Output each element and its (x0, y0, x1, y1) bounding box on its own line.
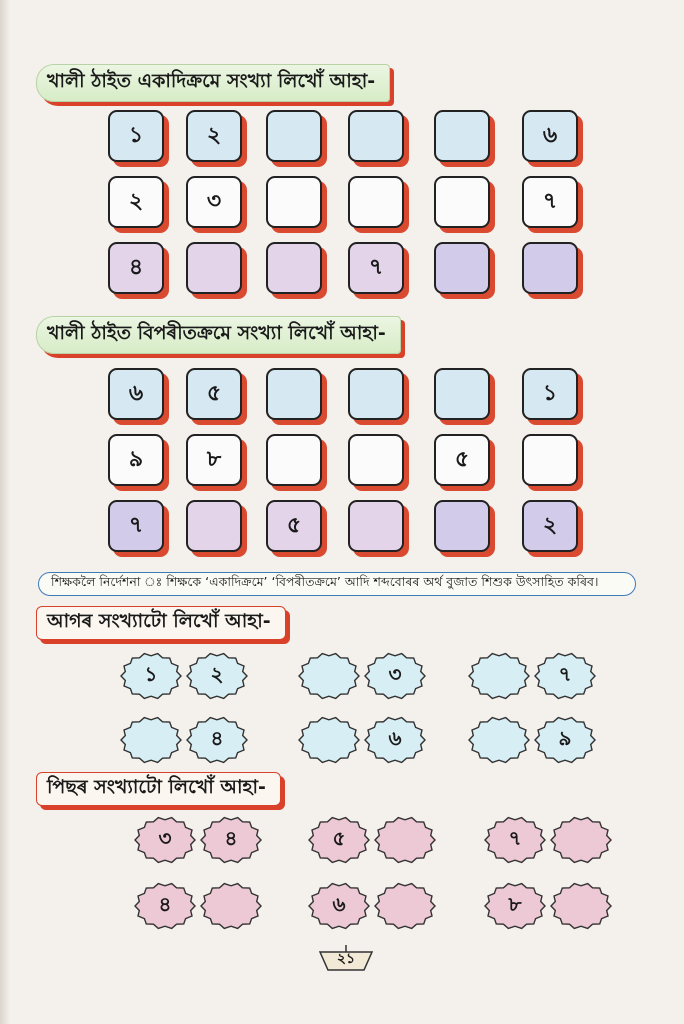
number-badge (532, 650, 598, 702)
number-box: ১ (108, 110, 164, 162)
badge-number: ১ (144, 661, 158, 686)
empty-number-box[interactable] (266, 434, 322, 486)
empty-number-box[interactable] (434, 242, 490, 294)
badge-number: ৪ (210, 725, 224, 750)
badge-number: ৬ (332, 891, 346, 916)
number-box: ২ (108, 176, 164, 228)
badge-number (548, 880, 614, 932)
page-edge (0, 0, 10, 1024)
empty-number-box[interactable] (266, 176, 322, 228)
page-number-text: ২১ (336, 951, 356, 967)
number-box: ৫ (434, 434, 490, 486)
section4-heading-text: পিছৰ সংখ্যাটো লিখোঁ আহা- (47, 776, 266, 798)
section3-heading (36, 606, 286, 640)
number-badge (306, 880, 372, 932)
number-box: ১ (522, 368, 578, 420)
empty-number-box[interactable] (266, 242, 322, 294)
badge-number: ৩ (158, 825, 172, 850)
number-box: ৪ (108, 242, 164, 294)
empty-number-badge[interactable] (466, 650, 532, 702)
empty-number-box[interactable] (348, 110, 404, 162)
empty-number-box[interactable] (348, 434, 404, 486)
number-box: ৭ (108, 500, 164, 552)
number-box: ৫ (266, 500, 322, 552)
badge-number: ৬ (388, 725, 402, 750)
empty-number-box[interactable] (348, 368, 404, 420)
number-badge (198, 814, 264, 866)
badge-number: ৯ (558, 725, 572, 750)
number-box: ২ (522, 500, 578, 552)
badge-number: ৮ (508, 891, 522, 916)
empty-number-badge[interactable] (296, 650, 362, 702)
badge-number: ৭ (558, 661, 572, 686)
section2-heading (36, 316, 401, 354)
section1-heading-text: খালী ঠাইত একাদিক্রমে সংখ্যা লিখোঁ আহা- (47, 70, 376, 92)
empty-number-badge[interactable] (372, 880, 438, 932)
number-badge (132, 880, 198, 932)
number-badge (362, 714, 428, 766)
badge-number (372, 880, 438, 932)
empty-number-box[interactable] (186, 500, 242, 552)
section3-heading-text: আগৰ সংখ্যাটো লিখোঁ আহা- (47, 610, 271, 632)
section4-heading (36, 772, 281, 806)
empty-number-badge[interactable] (466, 714, 532, 766)
empty-number-box[interactable] (434, 368, 490, 420)
badge-number: ৩ (388, 661, 402, 686)
empty-number-badge[interactable] (548, 880, 614, 932)
number-box: ৬ (108, 368, 164, 420)
teacher-note-text: শিক্ষকলৈ নিৰ্দেশনা ঃ শিক্ষকে ‘একাদিক্রমে’ ‘বিপৰীতক্রমে’ আদি শব্দবোৰৰ অৰ্থ বুজাত শিশুক উৎসাহিত কৰিব। (51, 574, 599, 589)
badge-number (118, 714, 184, 766)
badge-number: ৭ (508, 825, 522, 850)
number-badge (482, 880, 548, 932)
section1-heading (36, 64, 390, 102)
badge-number (466, 650, 532, 702)
section2-heading-text: খালী ঠাইত বিপৰীতক্রমে সংখ্যা লিখোঁ আহা- (47, 322, 386, 344)
badge-number (372, 814, 438, 866)
empty-number-box[interactable] (186, 242, 242, 294)
empty-number-box[interactable] (266, 110, 322, 162)
empty-number-box[interactable] (266, 368, 322, 420)
empty-number-box[interactable] (522, 434, 578, 486)
empty-number-box[interactable] (522, 242, 578, 294)
badge-number (296, 650, 362, 702)
number-badge (482, 814, 548, 866)
number-box: ৩ (186, 176, 242, 228)
number-box: ৫ (186, 368, 242, 420)
number-badge (306, 814, 372, 866)
empty-number-box[interactable] (348, 500, 404, 552)
empty-number-badge[interactable] (296, 714, 362, 766)
number-badge (362, 650, 428, 702)
number-badge (132, 814, 198, 866)
number-badge (118, 650, 184, 702)
badge-number (466, 714, 532, 766)
number-badge (184, 714, 250, 766)
badge-number (548, 814, 614, 866)
number-badge (532, 714, 598, 766)
badge-number (296, 714, 362, 766)
empty-number-box[interactable] (348, 176, 404, 228)
number-box: ৯ (108, 434, 164, 486)
badge-number: ৫ (332, 825, 346, 850)
number-box: ৮ (186, 434, 242, 486)
empty-number-box[interactable] (434, 500, 490, 552)
empty-number-badge[interactable] (548, 814, 614, 866)
badge-number: ৪ (224, 825, 238, 850)
badge-number: ২ (210, 661, 224, 686)
empty-number-box[interactable] (434, 176, 490, 228)
badge-number: ৪ (158, 891, 172, 916)
teacher-note (38, 572, 636, 596)
empty-number-badge[interactable] (372, 814, 438, 866)
empty-number-badge[interactable] (118, 714, 184, 766)
number-badge (184, 650, 250, 702)
empty-number-box[interactable] (434, 110, 490, 162)
number-box: ৬ (522, 110, 578, 162)
badge-number (198, 880, 264, 932)
number-box: ৭ (348, 242, 404, 294)
empty-number-badge[interactable] (198, 880, 264, 932)
number-box: ২ (186, 110, 242, 162)
number-box: ৭ (522, 176, 578, 228)
page-number (318, 944, 374, 974)
